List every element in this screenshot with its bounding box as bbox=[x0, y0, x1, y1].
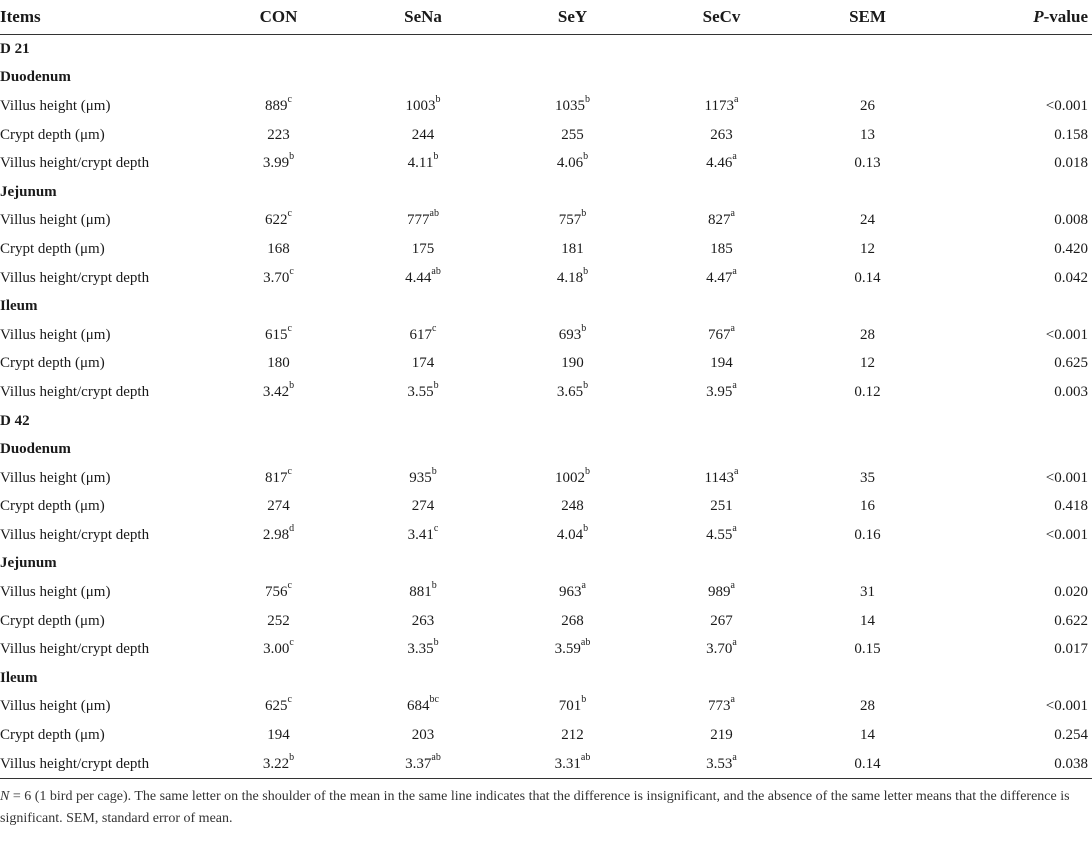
significance-letter: b bbox=[433, 151, 439, 163]
significance-letter: d bbox=[289, 522, 295, 534]
cell-sem: 31 bbox=[860, 584, 875, 601]
cell-value: 963 bbox=[559, 584, 582, 601]
row-label: Villus height (μm) bbox=[0, 212, 111, 229]
cell-sena bbox=[347, 693, 499, 722]
cell-sena bbox=[347, 264, 499, 293]
cell-p-value: 0.418 bbox=[1054, 498, 1088, 515]
row-label: Villus height/crypt depth bbox=[0, 269, 150, 286]
cell-secv bbox=[646, 149, 797, 178]
significance-letter: c bbox=[287, 694, 292, 706]
header-items: Items bbox=[0, 0, 210, 35]
cell-p-value: 0.622 bbox=[1054, 612, 1088, 629]
significance-letter: ab bbox=[580, 637, 591, 649]
cell-p-value: 0.254 bbox=[1054, 727, 1088, 744]
cell-con bbox=[210, 521, 347, 550]
cell-p-value: 0.008 bbox=[1054, 212, 1088, 229]
header-sena: SeNa bbox=[347, 0, 499, 35]
table-row bbox=[0, 464, 1092, 493]
cell-sem: 35 bbox=[860, 469, 875, 486]
section-label: Ileum bbox=[0, 669, 38, 686]
table-body bbox=[0, 35, 1092, 779]
cell-sey bbox=[499, 464, 646, 493]
cell-value: 194 bbox=[267, 727, 290, 744]
significance-letter: b bbox=[433, 379, 439, 391]
cell-value: 274 bbox=[411, 498, 435, 515]
cell-p-value: <0.001 bbox=[1045, 97, 1088, 114]
cell-con bbox=[210, 207, 347, 236]
table-row bbox=[0, 635, 1092, 664]
cell-secv bbox=[646, 121, 797, 150]
cell-sena bbox=[347, 207, 499, 236]
table-row bbox=[0, 235, 1092, 264]
section-label: D 42 bbox=[0, 412, 30, 429]
cell-sem: 14 bbox=[860, 727, 875, 744]
significance-letter: b bbox=[431, 580, 437, 592]
cell-p-value: 0.625 bbox=[1054, 355, 1088, 372]
cell-secv bbox=[646, 350, 797, 379]
significance-letter: bc bbox=[429, 694, 439, 706]
cell-con bbox=[210, 350, 347, 379]
cell-secv bbox=[646, 750, 797, 779]
cell-value: 1035 bbox=[555, 97, 585, 114]
cell-secv bbox=[646, 521, 797, 550]
significance-letter: a bbox=[732, 637, 737, 649]
cell-value: 3.70 bbox=[706, 641, 733, 658]
table-row bbox=[0, 149, 1092, 178]
cell-sena bbox=[347, 92, 499, 121]
cell-secv bbox=[646, 464, 797, 493]
cell-value: 827 bbox=[708, 212, 731, 229]
table-row bbox=[0, 350, 1092, 379]
significance-letter: b bbox=[289, 751, 295, 763]
section-label: Duodenum bbox=[0, 69, 71, 86]
section-label: D 21 bbox=[0, 40, 30, 57]
cell-value: 3.59 bbox=[554, 641, 581, 658]
cell-sem: 0.14 bbox=[854, 269, 881, 286]
footnote-n: N bbox=[0, 789, 10, 804]
row-label: Villus height (μm) bbox=[0, 97, 111, 114]
significance-letter: a bbox=[730, 694, 735, 706]
table-row bbox=[0, 264, 1092, 293]
cell-con bbox=[210, 607, 347, 636]
significance-letter: b bbox=[433, 637, 439, 649]
cell-secv bbox=[646, 607, 797, 636]
significance-letter: a bbox=[732, 151, 737, 163]
significance-letter: a bbox=[732, 522, 737, 534]
cell-secv bbox=[646, 378, 797, 407]
cell-value: 4.44 bbox=[405, 269, 432, 286]
row-label: Villus height/crypt depth bbox=[0, 155, 150, 172]
table-row bbox=[0, 750, 1092, 779]
cell-value: 3.42 bbox=[262, 383, 290, 400]
cell-con bbox=[210, 693, 347, 722]
cell-value: 252 bbox=[267, 612, 290, 629]
cell-con bbox=[210, 264, 347, 293]
cell-value: 773 bbox=[708, 698, 731, 715]
cell-sey bbox=[499, 92, 646, 121]
header-sey: SeY bbox=[499, 0, 646, 35]
cell-value: 4.18 bbox=[556, 269, 584, 286]
cell-con bbox=[210, 635, 347, 664]
section-row bbox=[0, 664, 1092, 693]
cell-sey bbox=[499, 750, 646, 779]
header-row bbox=[0, 0, 1092, 35]
cell-value: 255 bbox=[561, 126, 584, 143]
cell-sey bbox=[499, 693, 646, 722]
cell-sey bbox=[499, 378, 646, 407]
significance-letter: a bbox=[732, 379, 737, 391]
cell-sena bbox=[347, 721, 499, 750]
section-label: Duodenum bbox=[0, 441, 71, 458]
cell-sey bbox=[499, 607, 646, 636]
significance-letter: a bbox=[732, 751, 737, 763]
cell-sena bbox=[347, 607, 499, 636]
significance-letter: a bbox=[732, 265, 737, 277]
cell-con bbox=[210, 321, 347, 350]
cell-con bbox=[210, 578, 347, 607]
row-label: Crypt depth (μm) bbox=[0, 126, 105, 143]
cell-sem: 0.15 bbox=[854, 641, 881, 658]
section-label: Jejunum bbox=[0, 183, 57, 200]
cell-value: 4.04 bbox=[556, 526, 584, 543]
row-label: Crypt depth (μm) bbox=[0, 355, 105, 372]
cell-value: 3.22 bbox=[262, 755, 290, 772]
cell-value: 251 bbox=[710, 498, 733, 515]
cell-value: 622 bbox=[265, 212, 288, 229]
row-label: Villus height (μm) bbox=[0, 584, 111, 601]
table-row bbox=[0, 92, 1092, 121]
cell-sena bbox=[347, 464, 499, 493]
table-row bbox=[0, 321, 1092, 350]
cell-value: 3.53 bbox=[706, 755, 733, 772]
significance-letter: c bbox=[287, 580, 292, 592]
cell-sena bbox=[347, 578, 499, 607]
significance-letter: a bbox=[581, 580, 586, 592]
cell-value: 194 bbox=[710, 355, 733, 372]
row-label: Villus height (μm) bbox=[0, 326, 111, 343]
cell-con bbox=[210, 464, 347, 493]
cell-value: 181 bbox=[561, 240, 584, 257]
cell-con bbox=[210, 235, 347, 264]
cell-sey bbox=[499, 521, 646, 550]
cell-value: 3.55 bbox=[407, 383, 434, 400]
cell-value: 174 bbox=[411, 355, 435, 372]
cell-secv bbox=[646, 721, 797, 750]
cell-sena bbox=[347, 121, 499, 150]
cell-value: 889 bbox=[265, 97, 288, 114]
significance-letter: b bbox=[289, 151, 295, 163]
cell-value: 684 bbox=[407, 698, 430, 715]
significance-letter: c bbox=[289, 265, 294, 277]
header-p-italic: P bbox=[1033, 7, 1044, 26]
table-row bbox=[0, 493, 1092, 522]
cell-value: 212 bbox=[561, 727, 584, 744]
significance-letter: ab bbox=[429, 208, 439, 220]
cell-value: 263 bbox=[411, 612, 435, 629]
cell-sem: 28 bbox=[860, 326, 875, 343]
cell-value: 3.99 bbox=[262, 155, 290, 172]
row-label: Villus height/crypt depth bbox=[0, 526, 150, 543]
cell-sena bbox=[347, 750, 499, 779]
section-row bbox=[0, 435, 1092, 464]
cell-sena bbox=[347, 149, 499, 178]
cell-p-value: 0.038 bbox=[938, 750, 1092, 779]
cell-value: 989 bbox=[708, 584, 731, 601]
cell-value: 1002 bbox=[555, 469, 585, 486]
cell-sey bbox=[499, 493, 646, 522]
cell-sena bbox=[347, 635, 499, 664]
significance-letter: c bbox=[287, 208, 292, 220]
significance-letter: c bbox=[433, 522, 439, 534]
cell-sena bbox=[347, 378, 499, 407]
cell-value: 617 bbox=[409, 326, 433, 343]
cell-value: 756 bbox=[265, 584, 288, 601]
cell-sem: 26 bbox=[860, 97, 875, 114]
cell-value: 817 bbox=[265, 469, 288, 486]
cell-con bbox=[210, 750, 347, 779]
cell-secv bbox=[646, 693, 797, 722]
cell-value: 248 bbox=[561, 498, 584, 515]
section-row bbox=[0, 550, 1092, 579]
header-p-value bbox=[938, 0, 1092, 35]
cell-value: 1173 bbox=[704, 97, 734, 114]
cell-value: 3.35 bbox=[407, 641, 434, 658]
significance-letter: a bbox=[730, 208, 735, 220]
cell-secv bbox=[646, 235, 797, 264]
significance-letter: b bbox=[581, 322, 587, 334]
cell-sey bbox=[499, 149, 646, 178]
cell-value: 180 bbox=[267, 355, 290, 372]
cell-sem: 0.12 bbox=[854, 383, 881, 400]
row-label: Villus height/crypt depth bbox=[0, 750, 210, 779]
cell-sena bbox=[347, 321, 499, 350]
cell-value: 615 bbox=[265, 326, 288, 343]
cell-sey bbox=[499, 121, 646, 150]
cell-sem: 0.16 bbox=[854, 526, 881, 543]
row-label: Crypt depth (μm) bbox=[0, 612, 105, 629]
section-label: Ileum bbox=[0, 298, 38, 315]
table-row bbox=[0, 578, 1092, 607]
footnote-text: = 6 (1 bird per cage). The same letter on the shoulder of the mean in the same line indicates that the difference is insignificant, and the absence of the same letter means that the difference is significant. SEM, standard error of mean. bbox=[0, 789, 1070, 826]
header-secv: SeCv bbox=[646, 0, 797, 35]
cell-sena bbox=[347, 521, 499, 550]
cell-p-value: <0.001 bbox=[1045, 469, 1088, 486]
cell-value: 767 bbox=[708, 326, 731, 343]
cell-sey bbox=[499, 721, 646, 750]
significance-letter: ab bbox=[431, 751, 441, 763]
cell-value: 4.46 bbox=[706, 155, 733, 172]
cell-p-value: 0.003 bbox=[1054, 383, 1088, 400]
cell-value: 693 bbox=[558, 326, 582, 343]
cell-value: 625 bbox=[265, 698, 288, 715]
cell-value: 1143 bbox=[704, 469, 734, 486]
significance-letter: ab bbox=[431, 265, 441, 277]
cell-sey bbox=[499, 264, 646, 293]
cell-secv bbox=[646, 264, 797, 293]
cell-value: 4.47 bbox=[706, 269, 733, 286]
row-label: Crypt depth (μm) bbox=[0, 727, 105, 744]
table-row bbox=[0, 207, 1092, 236]
cell-value: 203 bbox=[411, 727, 435, 744]
table-header bbox=[0, 0, 1092, 35]
cell-sena bbox=[347, 235, 499, 264]
cell-value: 757 bbox=[558, 212, 582, 229]
section-row bbox=[0, 407, 1092, 436]
cell-con bbox=[210, 121, 347, 150]
cell-p-value: 0.420 bbox=[1054, 240, 1088, 257]
cell-value: 1003 bbox=[405, 97, 436, 114]
significance-letter: b bbox=[289, 379, 295, 391]
cell-secv bbox=[646, 92, 797, 121]
row-label: Villus height (μm) bbox=[0, 698, 111, 715]
cell-sey bbox=[499, 635, 646, 664]
cell-sena bbox=[347, 493, 499, 522]
cell-value: 4.06 bbox=[556, 155, 584, 172]
cell-sem: 24 bbox=[860, 212, 875, 229]
cell-p-value: 0.042 bbox=[1054, 269, 1088, 286]
section-label: Jejunum bbox=[0, 555, 57, 572]
header-con: CON bbox=[210, 0, 347, 35]
cell-sem: 28 bbox=[860, 698, 875, 715]
cell-value: 274 bbox=[267, 498, 290, 515]
cell-sem: 12 bbox=[860, 240, 875, 257]
table-row bbox=[0, 521, 1092, 550]
header-sem: SEM bbox=[797, 0, 938, 35]
significance-letter: a bbox=[730, 580, 735, 592]
significance-letter: b bbox=[581, 208, 587, 220]
cell-value: 168 bbox=[267, 240, 290, 257]
table-row bbox=[0, 607, 1092, 636]
row-label: Crypt depth (μm) bbox=[0, 240, 105, 257]
significance-letter: b bbox=[583, 522, 589, 534]
cell-value: 3.00 bbox=[263, 641, 290, 658]
cell-value: 244 bbox=[411, 126, 435, 143]
cell-secv bbox=[646, 207, 797, 236]
cell-sey bbox=[499, 321, 646, 350]
cell-value: 3.37 bbox=[405, 755, 432, 772]
cell-value: 3.70 bbox=[263, 269, 290, 286]
row-label: Villus height/crypt depth bbox=[0, 383, 150, 400]
significance-letter: b bbox=[431, 465, 437, 477]
significance-letter: c bbox=[287, 465, 292, 477]
cell-p-value: <0.001 bbox=[1045, 326, 1088, 343]
cell-value: 268 bbox=[561, 612, 584, 629]
cell-p-value: 0.018 bbox=[1054, 155, 1088, 172]
significance-letter: b bbox=[581, 694, 587, 706]
significance-letter: a bbox=[734, 465, 739, 477]
table-row bbox=[0, 378, 1092, 407]
cell-sem: 14 bbox=[860, 612, 875, 629]
cell-sey bbox=[499, 578, 646, 607]
significance-letter: ab bbox=[580, 751, 591, 763]
cell-p-value: <0.001 bbox=[1045, 698, 1088, 715]
section-row bbox=[0, 178, 1092, 207]
cell-sem: 12 bbox=[860, 355, 875, 372]
row-label: Crypt depth (μm) bbox=[0, 498, 105, 515]
cell-value: 4.55 bbox=[706, 526, 733, 543]
cell-value: 777 bbox=[407, 212, 430, 229]
significance-letter: a bbox=[730, 322, 735, 334]
cell-sem: 0.13 bbox=[854, 155, 881, 172]
significance-letter: a bbox=[734, 93, 739, 105]
cell-value: 3.41 bbox=[407, 526, 434, 543]
significance-letter: c bbox=[432, 322, 437, 334]
significance-letter: b bbox=[583, 265, 589, 277]
section-row bbox=[0, 64, 1092, 93]
significance-letter: c bbox=[287, 322, 292, 334]
cell-secv bbox=[646, 493, 797, 522]
cell-p-value: <0.001 bbox=[1045, 526, 1088, 543]
cell-con bbox=[210, 721, 347, 750]
cell-sem: 0.14 bbox=[797, 750, 938, 779]
cell-value: 190 bbox=[561, 355, 584, 372]
header-p-suffix: -value bbox=[1043, 7, 1088, 26]
cell-value: 935 bbox=[409, 469, 432, 486]
cell-con bbox=[210, 149, 347, 178]
table-footnote bbox=[0, 786, 1088, 830]
cell-value: 175 bbox=[411, 240, 435, 257]
cell-value: 3.31 bbox=[554, 755, 581, 772]
significance-letter: b bbox=[583, 379, 589, 391]
cell-con bbox=[210, 92, 347, 121]
cell-value: 881 bbox=[409, 584, 432, 601]
row-label: Villus height/crypt depth bbox=[0, 641, 150, 658]
significance-letter: c bbox=[287, 93, 292, 105]
cell-value: 2.98 bbox=[262, 526, 290, 543]
cell-sey bbox=[499, 207, 646, 236]
table-row bbox=[0, 721, 1092, 750]
cell-value: 267 bbox=[710, 612, 733, 629]
significance-letter: b bbox=[585, 465, 590, 477]
cell-secv bbox=[646, 635, 797, 664]
section-row bbox=[0, 35, 1092, 64]
cell-p-value: 0.020 bbox=[1054, 584, 1088, 601]
cell-sem: 16 bbox=[860, 498, 875, 515]
cell-value: 223 bbox=[267, 126, 290, 143]
cell-sey bbox=[499, 350, 646, 379]
cell-p-value: 0.158 bbox=[1054, 126, 1088, 143]
table-row bbox=[0, 121, 1092, 150]
cell-value: 219 bbox=[710, 727, 733, 744]
cell-value: 263 bbox=[710, 126, 733, 143]
cell-sey bbox=[499, 235, 646, 264]
cell-value: 3.95 bbox=[706, 383, 733, 400]
significance-letter: b bbox=[585, 93, 590, 105]
cell-secv bbox=[646, 578, 797, 607]
cell-value: 185 bbox=[710, 240, 733, 257]
cell-con bbox=[210, 378, 347, 407]
table-row bbox=[0, 693, 1092, 722]
cell-secv bbox=[646, 321, 797, 350]
significance-letter: b bbox=[583, 151, 589, 163]
cell-value: 4.11 bbox=[407, 155, 434, 172]
cell-sem: 13 bbox=[860, 126, 875, 143]
significance-letter: c bbox=[289, 637, 294, 649]
cell-value: 3.65 bbox=[556, 383, 584, 400]
cell-con bbox=[210, 493, 347, 522]
section-row bbox=[0, 292, 1092, 321]
cell-sena bbox=[347, 350, 499, 379]
significance-letter: b bbox=[435, 93, 441, 105]
row-label: Villus height (μm) bbox=[0, 469, 111, 486]
cell-value: 701 bbox=[558, 698, 582, 715]
cell-p-value: 0.017 bbox=[1054, 641, 1088, 658]
